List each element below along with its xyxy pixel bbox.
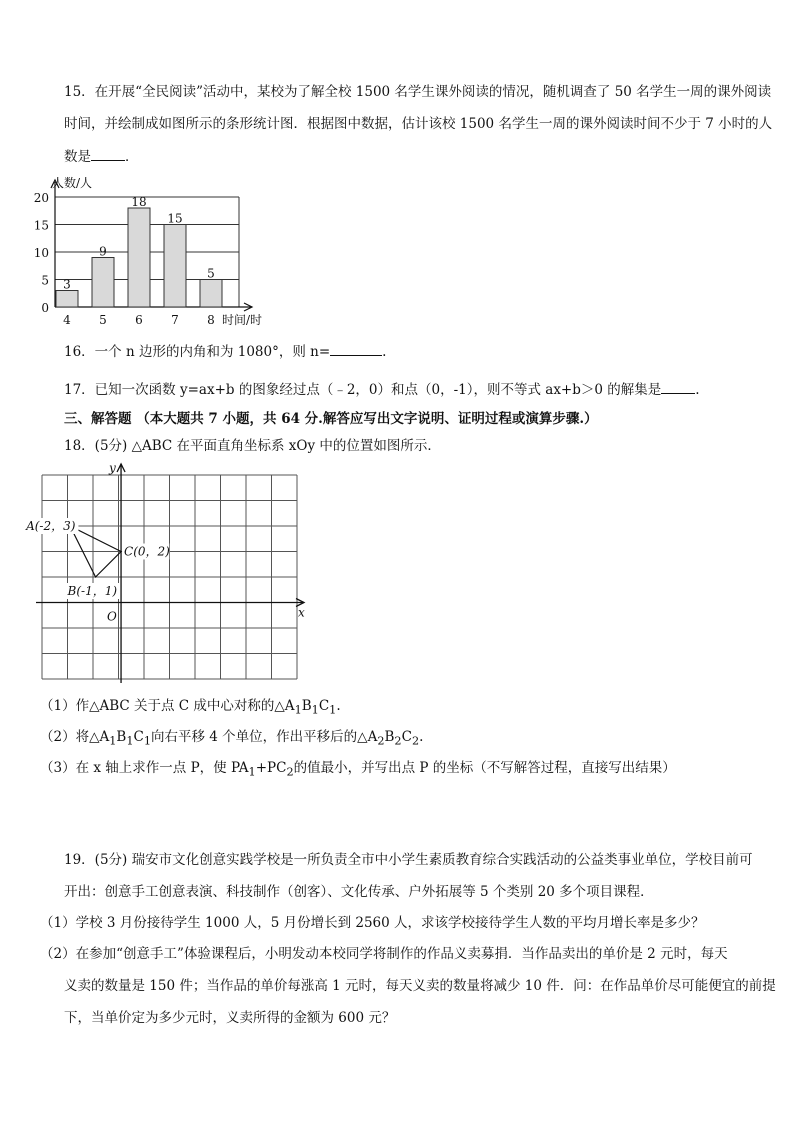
- bar: [200, 280, 222, 308]
- q15-line3-text: 数是: [64, 149, 91, 165]
- q18-p2-text: 向右平移 4 个单位，作出平移后的△A: [151, 729, 378, 745]
- q18-p2-text: C: [401, 729, 412, 745]
- q17-line: [64, 379, 700, 400]
- y-tick-label: 5: [41, 273, 49, 288]
- x-tick-label: 6: [135, 313, 143, 327]
- q18-p1-sub: 1: [311, 703, 319, 717]
- bar-value-label: 9: [99, 244, 107, 259]
- bar-value-label: 5: [207, 266, 215, 281]
- q18-p2-text: .: [419, 729, 424, 745]
- bar: [164, 225, 186, 308]
- point-c-label: C(0，2): [124, 544, 170, 559]
- q19-part1: （1）学校 3 月份接待学生 1000 人，5 月份增长到 2560 人，求该学校接待学生人数的平均月增长率是多少？: [40, 915, 705, 931]
- q18-p1-text: B: [301, 698, 312, 714]
- q15-line3-tail: ．: [125, 149, 139, 165]
- x-tick-label: 5: [99, 313, 107, 327]
- q18-p2-sub: 2: [377, 734, 385, 748]
- x-axis-title: 时间/时: [222, 313, 263, 327]
- q18-p1-text: （1）作△ABC 关于点 C 成中心对称的△A: [40, 698, 295, 714]
- bar-value-label: 3: [63, 277, 71, 292]
- q15-line3: [64, 146, 139, 167]
- bar: [92, 258, 114, 308]
- point-a-label: A(-2，3): [26, 519, 76, 533]
- y-tick-label: 0: [41, 301, 49, 315]
- q18-p3-text: +PC: [255, 760, 287, 776]
- bar-chart: [30, 172, 310, 332]
- q18-part3: [40, 758, 676, 783]
- q18-p2-sub: 2: [411, 734, 420, 748]
- answer-blank-q17: [661, 379, 695, 394]
- q18-part2: [40, 727, 423, 752]
- x-tick-label: 4: [63, 313, 71, 327]
- q16-text: 16．一个 n 边形的内角和为 1080°，则 n=: [64, 344, 331, 360]
- y-axis-label: y: [109, 461, 116, 475]
- q15-line1: 15．在开展“全民阅读”活动中，某校为了解全校 1500 名学生课外阅读的情况，随机调查了 50 名学生一周的课外阅读: [64, 84, 772, 100]
- q16-tail: .: [382, 344, 387, 360]
- y-tick-label: 10: [33, 246, 49, 260]
- q18-p2-text: B: [116, 729, 127, 745]
- q18-p2-sub: 1: [126, 734, 134, 748]
- answer-blank-q15: [91, 146, 125, 161]
- point-b-label: B(-1，1): [67, 584, 118, 598]
- y-axis-title: 人数/人: [52, 176, 93, 190]
- q18-p1-sub: 1: [329, 703, 337, 717]
- q18-p2-sub: 2: [394, 734, 402, 748]
- q18-title: 18．(5分) △ABC 在平面直角坐标系 xOy 中的位置如图所示．: [64, 438, 441, 454]
- y-tick-label: 20: [33, 191, 49, 205]
- q19-part2-line3: 下，当单价定为多少元时，义卖所得的金额为 600 元？: [64, 1010, 396, 1026]
- answer-blank-q16: [330, 341, 382, 356]
- q16-line: [64, 341, 386, 362]
- q18-p3-text: 的值最小，并写出点 P 的坐标（不写解答过程，直接写出结果）: [293, 760, 676, 776]
- q19-line2: 开出：创意手工创意表演、科技制作（创客）、文化传承、户外拓展等 5 个类别 20 多个项目课程．: [64, 884, 654, 900]
- q18-p1-sub: 1: [294, 703, 302, 717]
- origin-label: O: [107, 609, 117, 624]
- q18-p1-text: .: [336, 698, 341, 714]
- x-tick-label: 7: [171, 313, 179, 327]
- x-tick-label: 8: [207, 313, 215, 327]
- q15-line2: 时间，并绘制成如图所示的条形统计图．根据图中数据，估计该校 1500 名学生一周的课外阅读时间不少于 7 小时的人: [64, 116, 773, 132]
- bar-value-label: 15: [167, 211, 183, 226]
- bar: [56, 291, 78, 308]
- q18-part1: [40, 696, 341, 721]
- q19-line1: 19．(5分) 瑞安市文化创意实践学校是一所负责全市中小学生素质教育综合实践活动的公益类事业单位，学校目前可: [64, 852, 753, 868]
- section-heading: 三、解答题 （本大题共 7 小题，共 64 分.解答应写出文字说明、证明过程或演算步骤.）: [64, 411, 598, 427]
- q18-p2-text: （2）将△A: [40, 729, 110, 745]
- q17-tail: .: [695, 382, 700, 398]
- q19-part2-line2: 义卖的数量是 150 件；当作品的单价每涨高 1 元时，每天义卖的数量将减少 10 件．问：在作品单价尽可能便宜的前提: [64, 978, 776, 994]
- q18-p3-sub: 2: [286, 765, 294, 779]
- q18-p3-sub: 1: [248, 765, 256, 779]
- q19-part2-line1: （2）在参加“创意手工”体验课程后，小明发动本校同学将制作的作品义卖募捐．当作品卖出的单价是 2 元时，每天: [40, 946, 728, 962]
- bar-value-label: 18: [131, 195, 147, 209]
- coordinate-grid-figure: [26, 460, 322, 690]
- q18-p1-text: C: [318, 698, 330, 714]
- q18-p3-text: （3）在 x 轴上求作一点 P，使 PA: [40, 760, 249, 776]
- y-tick-label: 15: [33, 218, 49, 233]
- q18-p2-text: B: [384, 729, 395, 745]
- q18-p2-sub: 1: [109, 734, 117, 748]
- q18-p2-text: C: [133, 729, 144, 745]
- x-axis-label: x: [298, 605, 305, 620]
- q18-p2-sub: 1: [143, 734, 152, 748]
- bar: [128, 208, 150, 307]
- q17-text: 17．已知一次函数 y=ax+b 的图象经过点（﹣2，0）和点（0，-1），则不等式 ax+b＞0 的解集是: [64, 382, 662, 398]
